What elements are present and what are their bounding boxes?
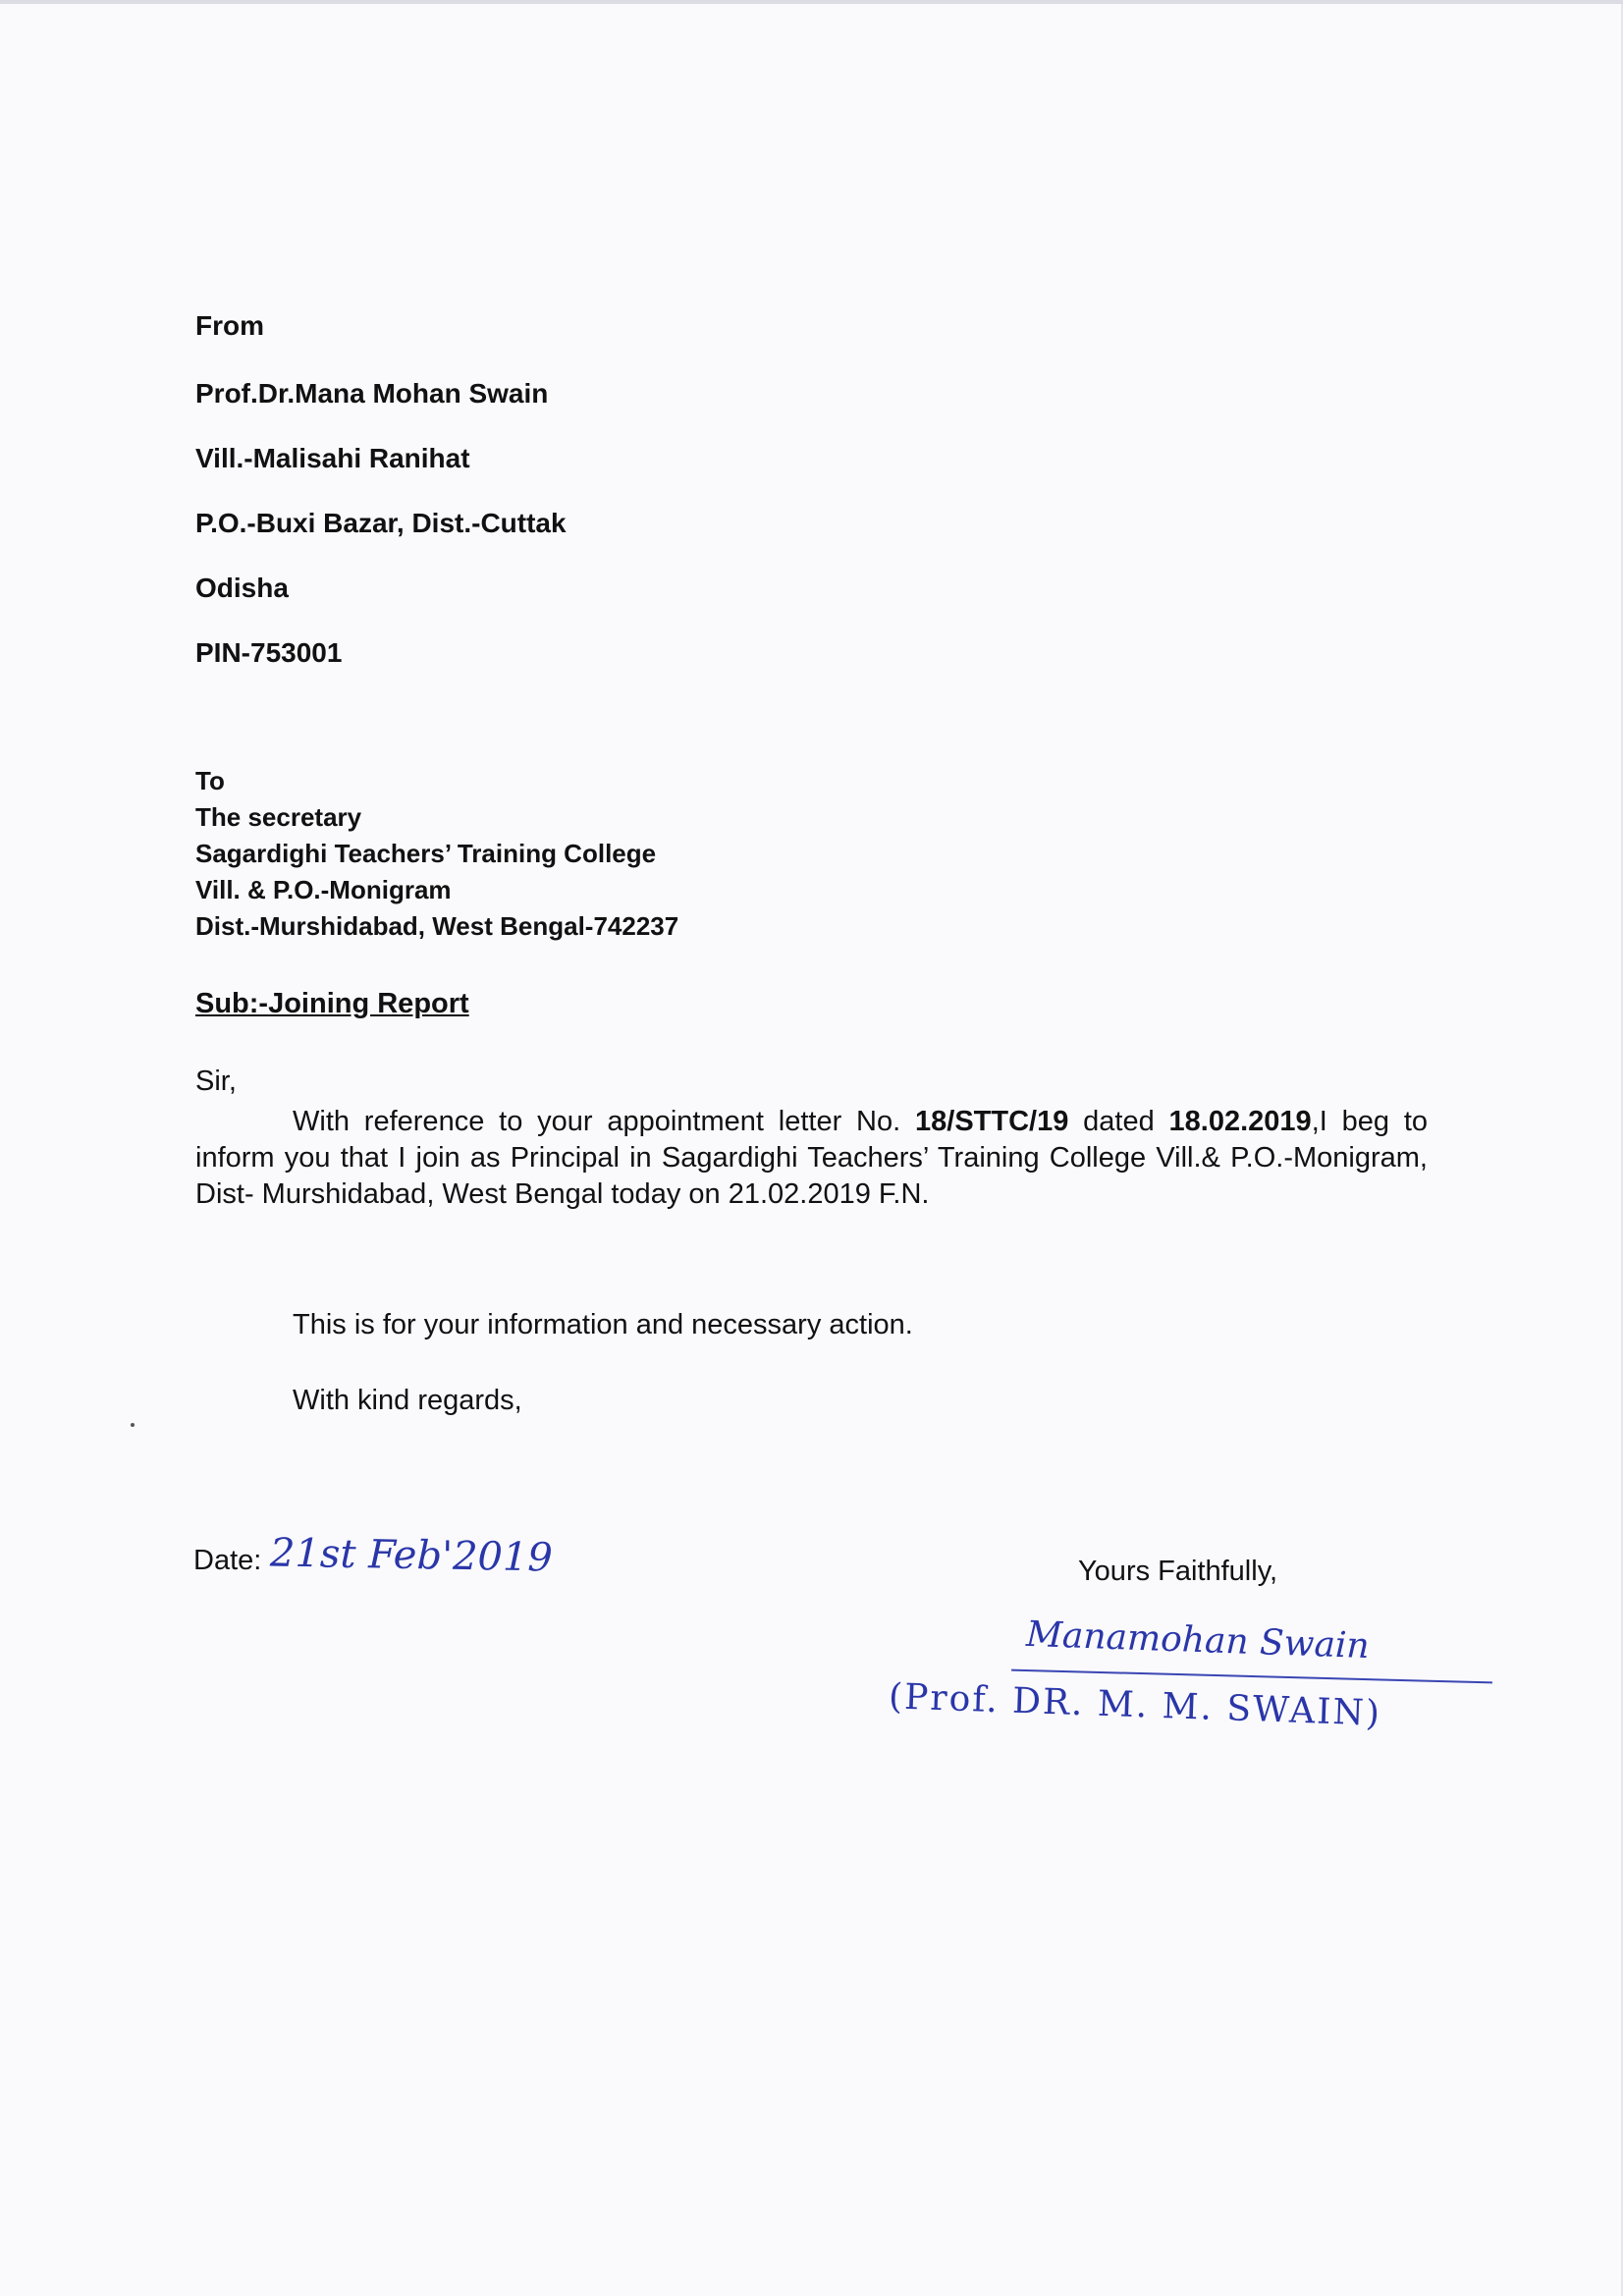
subject-line: Sub:-Joining Report — [195, 988, 469, 1019]
recipient-title: The secretary — [195, 802, 362, 832]
to-heading: To — [195, 766, 225, 795]
scan-edge — [0, 0, 1623, 4]
letter-date: 18.02.2019 — [1168, 1106, 1312, 1137]
body-paragraph — [195, 1104, 1428, 1213]
regards-line: With kind regards, — [293, 1385, 522, 1416]
recipient-address-line2: Dist.-Murshidabad, West Bengal-742237 — [195, 911, 679, 941]
sender-address-line2: P.O.-Buxi Bazar, Dist.-Cuttak — [195, 508, 567, 538]
signature-name: (Prof. DR. M. M. SWAIN) — [888, 1676, 1382, 1734]
signature-underline — [1011, 1669, 1492, 1684]
recipient-institution: Sagardighi Teachers’ Training College — [195, 839, 657, 868]
body-dated: dated — [1068, 1106, 1169, 1137]
body-rest: ,I beg to inform you that I join as Principal in Sagardighi Teachers’ Training College Vill.& P.O.-Monigram, Dist- Murshidabad, West Bengal today on 21.02.2019 F.N. — [195, 1106, 1429, 1210]
recipient-address-line1: Vill. & P.O.-Monigram — [195, 875, 452, 904]
handwritten-date: 21st Feb'2019 — [269, 1530, 554, 1581]
salutation: Sir, — [195, 1066, 237, 1097]
from-heading: From — [195, 310, 264, 341]
closing: Yours Faithfully, — [1078, 1556, 1278, 1587]
signature: Manamohan Swain — [1025, 1613, 1371, 1667]
sender-address-line1: Vill.-Malisahi Ranihat — [195, 443, 470, 473]
letter-number: 18/STTC/19 — [915, 1106, 1069, 1137]
body-intro: With reference to your appointment letter No. — [293, 1106, 915, 1137]
sender-name: Prof.Dr.Mana Mohan Swain — [195, 378, 549, 409]
sender-pin: PIN-753001 — [195, 637, 343, 668]
info-line: This is for your information and necessary action. — [293, 1309, 913, 1340]
date-label: Date: — [193, 1545, 262, 1576]
sender-state: Odisha — [195, 573, 289, 603]
scan-speck — [131, 1423, 135, 1427]
